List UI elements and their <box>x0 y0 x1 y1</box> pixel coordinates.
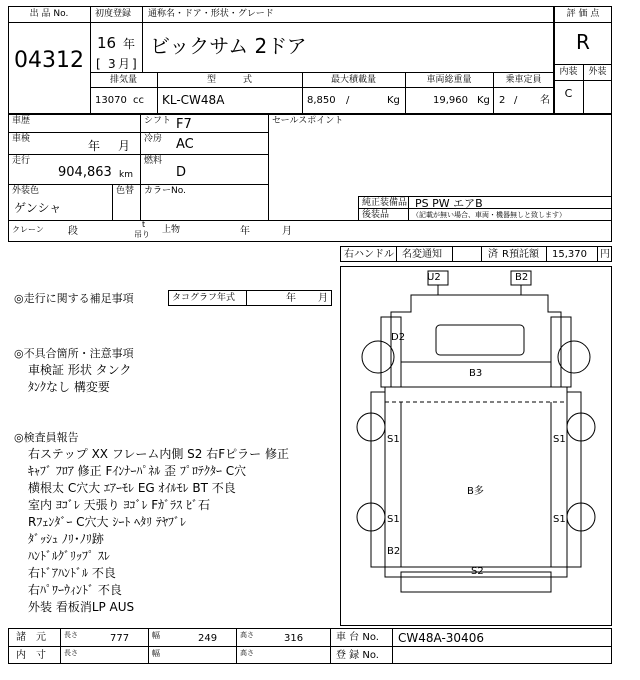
fuel-value: D <box>176 165 187 180</box>
diagram-label-s1: S1 <box>553 434 566 445</box>
diagram-label-s1: S1 <box>387 434 400 445</box>
reg-year: 16 <box>97 34 117 52</box>
equipment-label: 純正装備品 <box>362 198 408 208</box>
report-line: 右ﾊﾟﾜｰｳｨﾝﾄﾞ 不良 <box>28 583 122 597</box>
divider <box>140 184 141 220</box>
inspector-report <box>28 446 289 616</box>
diagram-label-s1: S1 <box>387 514 400 525</box>
inspection-month-unit: 月 <box>118 139 131 153</box>
color-value: ゲンシャ <box>14 201 62 215</box>
inner-dims-label: 内 寸 <box>16 650 46 661</box>
model-code: KL-CW48A <box>162 93 225 107</box>
divider <box>60 628 61 664</box>
defects-title: ◎不具合箇所・注意事項 <box>14 347 134 360</box>
inner-length-label: 長さ <box>64 649 78 657</box>
divider <box>358 196 359 220</box>
inner-width-label: 幅 <box>152 649 160 658</box>
width-label: 幅 <box>152 631 160 640</box>
aftermarket-label: 後装品 <box>362 210 390 220</box>
tachograph-label: タコグラフ年式 <box>172 293 236 303</box>
inner-height-label: 高さ <box>240 649 254 657</box>
tachograph-month: 月 <box>318 293 328 304</box>
gvw-unit: Kg <box>477 95 490 106</box>
diagram-label-b2: B2 <box>387 546 401 557</box>
inspector-title: ◎検査員報告 <box>14 431 79 444</box>
ac-label: 冷房 <box>144 134 163 144</box>
load-label: 最大積載量 <box>330 75 376 85</box>
divider <box>554 80 612 81</box>
reg-month-open: [ <box>96 57 101 71</box>
height-label: 高さ <box>240 631 254 639</box>
divider <box>8 22 554 23</box>
grade-score: R <box>576 30 590 54</box>
chassis-label: 車 台 No. <box>336 632 379 643</box>
divider <box>90 87 554 88</box>
inspection-label: 車検 <box>12 134 31 144</box>
damage-diagram <box>340 266 612 626</box>
reg-month-unit: 月 <box>118 57 131 71</box>
lot-label: 出 品 No. <box>29 9 69 19</box>
report-line: 横根太 C穴大 ｴｱｰﾓﾚ EG ｵｲﾙﾓﾚ BT 不良 <box>28 481 236 495</box>
displacement-unit: cc <box>133 95 144 106</box>
report-line: 外装 看板消LP AUS <box>28 600 135 614</box>
fuel-label: 燃料 <box>144 156 163 166</box>
reg-number-label: 登 録 No. <box>336 650 379 661</box>
crane-label: クレーン <box>12 225 44 234</box>
gvw-value: 19,960 <box>433 95 468 106</box>
crane-year: 年 <box>240 226 250 237</box>
divider <box>8 184 268 185</box>
report-line: 室内 ﾖｺﾞﾚ 天張り ﾖｺﾞﾚ Fｶﾞﾗｽ ﾋﾞ石 <box>28 498 210 512</box>
diagram-label-s1: S1 <box>553 514 566 525</box>
front-left-wheel <box>362 341 394 373</box>
windshield <box>436 325 524 355</box>
color-label: 外装色 <box>12 186 40 196</box>
diagram-label-b-multi: B多 <box>467 486 484 497</box>
recycle-label: R預託額 <box>502 249 539 260</box>
handle-position: 右ハンドル <box>344 249 394 260</box>
diagram-label-u2: U2 <box>427 272 441 283</box>
capacity-unit: 名 <box>540 95 550 106</box>
diagram-label-b3: B3 <box>469 368 483 379</box>
report-line: ﾊﾝﾄﾞﾙｸﾞﾘｯﾌﾟ ｽﾚ <box>28 549 110 563</box>
color-change-label: 色替 <box>116 186 135 196</box>
lot-number: 04312 <box>14 48 84 73</box>
divider <box>8 132 268 133</box>
interior-score: C <box>564 87 573 100</box>
divider <box>268 114 269 220</box>
interior-label: 内装 <box>559 67 578 77</box>
exterior-label: 外装 <box>588 67 607 77</box>
defect-item: 車検証 形状 タンク <box>28 363 132 377</box>
recycle-done: 済 <box>488 249 498 260</box>
divider <box>112 184 113 220</box>
report-line: 右ﾄﾞｱﾊﾝﾄﾞﾙ 不良 <box>28 566 116 580</box>
mileage-value: 904,863 <box>58 165 112 180</box>
model-code-label: 型 式 <box>206 75 252 85</box>
crane-month: 月 <box>282 226 292 237</box>
reg-month-close: ] <box>132 57 137 71</box>
mileage-label: 走行 <box>12 156 31 166</box>
divider <box>554 22 612 23</box>
divider <box>392 628 393 664</box>
name-label: 通称名・ドア・形状・グレード <box>148 9 274 19</box>
crane-mount-label: 上物 <box>162 225 181 235</box>
cargo-body <box>385 387 567 577</box>
crane-ton: t <box>142 220 146 229</box>
diagram-label-d2: D2 <box>391 332 406 343</box>
report-line: ｷｬﾌﾞ ﾌﾛｱ 修正 Fｲﾝﾅｰﾊﾟﾈﾙ 歪 ﾌﾟﾛﾃｸﾀｰ C穴 <box>28 464 247 478</box>
divider <box>396 246 397 262</box>
report-line: ﾀﾞｯｼｭ ﾉﾘ･ﾉﾘ跡 <box>28 532 104 546</box>
defects-list <box>28 362 131 396</box>
divider <box>358 208 612 209</box>
recycle-amount: 15,370 <box>552 249 587 260</box>
width-value: 249 <box>198 633 218 644</box>
load-value: 8,850 <box>307 95 336 106</box>
diagram-label-b2: B2 <box>515 272 529 283</box>
mileage-unit: km <box>119 170 133 180</box>
capacity-value: 2 <box>499 95 506 106</box>
name-change-label: 名変通知 <box>402 249 442 260</box>
capacity-label: 乗車定員 <box>505 75 542 85</box>
grade-label: 評 価 点 <box>566 9 600 19</box>
reg-month: 3 <box>108 57 116 71</box>
divider <box>246 290 247 306</box>
defect-item: ﾀﾝｸなし 構変要 <box>28 380 110 394</box>
model-name: ビックサム 2ドア <box>150 34 307 58</box>
displacement-label: 排気量 <box>109 75 137 85</box>
divider <box>8 220 612 221</box>
sales-point-label: セールスポイント <box>272 116 344 126</box>
reg-year-unit: 年 <box>123 37 136 51</box>
first-reg-label: 初度登録 <box>95 9 132 19</box>
name-change-box <box>452 246 482 262</box>
diagram-label-s2: S2 <box>471 566 484 577</box>
length-value: 777 <box>110 633 130 644</box>
aftermarket-note: （記載が無い場合、車両・機器無しと致します） <box>412 211 566 219</box>
load-sep: / <box>346 95 350 106</box>
divider <box>142 6 143 72</box>
length-label: 長さ <box>64 631 78 639</box>
shift-label: シフト <box>144 116 172 126</box>
yen-unit: 円 <box>600 249 610 260</box>
divider <box>236 628 237 664</box>
capacity-sep: / <box>514 95 518 106</box>
divider <box>408 196 409 220</box>
height-value: 316 <box>284 633 304 644</box>
divider <box>8 646 612 647</box>
displacement-value: 13070 <box>95 95 127 106</box>
history-label: 車歴 <box>12 116 31 126</box>
divider <box>148 628 149 664</box>
crane-lift: 吊り <box>134 230 150 239</box>
equipment-value: PS PW エアB <box>415 197 483 210</box>
tachograph-year: 年 <box>286 293 296 304</box>
inspection-year-unit: 年 <box>88 139 101 153</box>
divider <box>90 72 554 73</box>
report-line: Rﾌｪﾝﾀﾞｰ C穴大 ｼｰﾄ ﾍﾀﾘ ﾃﾔﾌﾞﾚ <box>28 515 186 529</box>
chassis-number: CW48A-30406 <box>398 631 484 645</box>
ac-value: AC <box>176 137 194 152</box>
front-right-wheel <box>558 341 590 373</box>
color-code-label: カラーNo. <box>144 186 186 196</box>
report-line: 右ステップ XX フレーム内側 S2 右Fピラー 修正 <box>28 447 289 461</box>
divider <box>140 114 141 184</box>
dimensions-label: 諸 元 <box>16 632 46 643</box>
shift-value: F7 <box>176 117 192 132</box>
divider <box>358 196 612 197</box>
load-unit: Kg <box>387 95 400 106</box>
divider <box>330 628 331 664</box>
driving-notes-title: ◎走行に関する補足事項 <box>14 292 134 305</box>
crane-stage: 段 <box>68 226 78 237</box>
divider <box>8 154 268 155</box>
gvw-label: 車両総重量 <box>426 75 472 85</box>
